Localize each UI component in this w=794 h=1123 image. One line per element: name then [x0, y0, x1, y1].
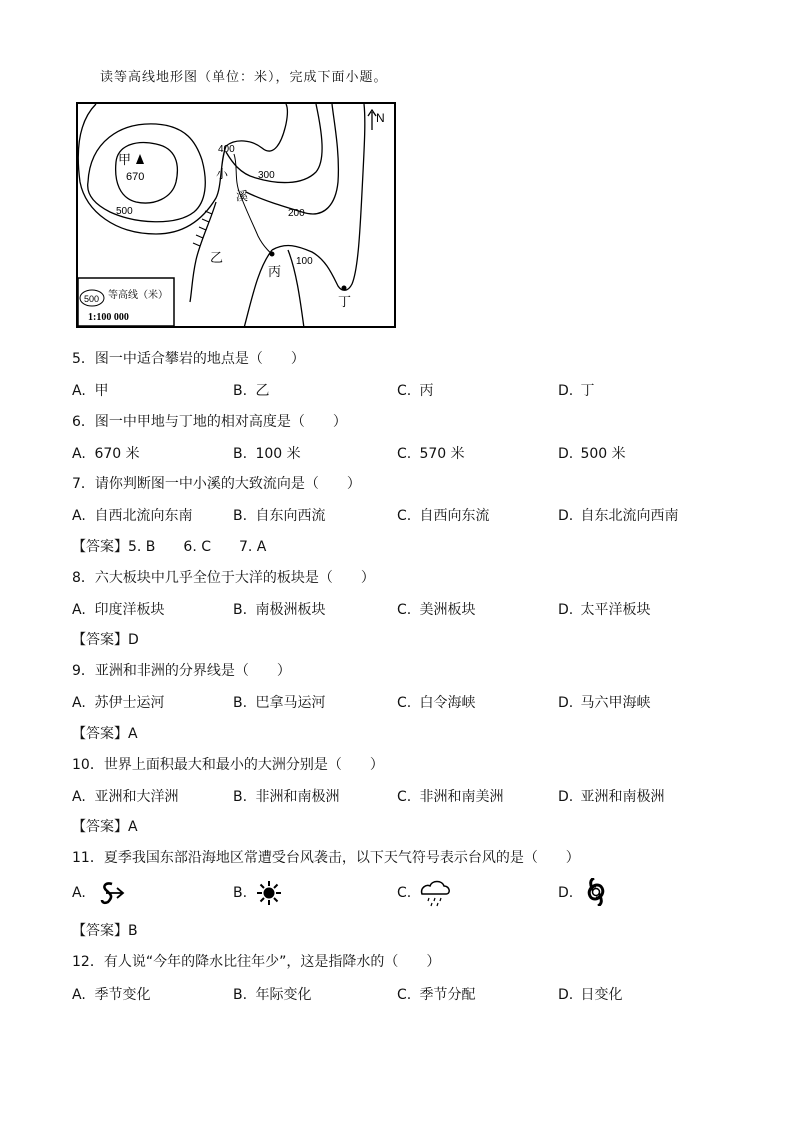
legend-num: 500 — [84, 294, 100, 304]
q7-option-b[interactable]: B. 自东向西流 — [233, 508, 326, 524]
contour-label-400: 400 — [218, 144, 235, 155]
q7-option-a[interactable]: A. 自西北流向东南 — [72, 508, 193, 524]
stream-label-1: 小 — [216, 167, 229, 181]
intro-text: 读等高线地形图（单位：米），完成下面小题。 — [100, 70, 388, 85]
q7-option-c[interactable]: C. 自西向东流 — [397, 508, 490, 524]
q11-option-a[interactable]: A. — [72, 885, 86, 901]
label-ding: 丁 — [338, 295, 352, 310]
q5-option-c[interactable]: C. 丙 — [397, 383, 434, 399]
q5-option-b[interactable]: B. 乙 — [233, 383, 270, 399]
question-9: 9．亚洲和非洲的分界线是（ ） — [72, 663, 291, 679]
map-scale: 1:100 000 — [88, 312, 129, 323]
q9-option-b[interactable]: B. 巴拿马运河 — [233, 695, 326, 711]
q6-option-c[interactable]: C. 570 米 — [397, 446, 465, 462]
q5-option-d[interactable]: D. 丁 — [558, 383, 595, 399]
peak-elev: 670 — [126, 171, 145, 183]
point-bing — [270, 252, 275, 257]
q11-option-c[interactable]: C. — [397, 885, 412, 901]
north-label: N — [376, 111, 385, 125]
question-6: 6．图一中甲地与丁地的相对高度是（ ） — [72, 414, 347, 430]
q12-option-a[interactable]: A. 季节变化 — [72, 987, 151, 1003]
q10-option-a[interactable]: A. 亚洲和大洋洲 — [72, 789, 179, 805]
contour-label-100: 100 — [296, 256, 313, 267]
sandstorm-icon — [96, 878, 126, 908]
answer-10: 【答案】A — [72, 819, 138, 835]
q10-option-d[interactable]: D. 亚洲和南极洲 — [558, 789, 665, 805]
q8-option-b[interactable]: B. 南极洲板块 — [233, 602, 326, 618]
q8-option-c[interactable]: C. 美洲板块 — [397, 602, 476, 618]
q11-option-b[interactable]: B. — [233, 885, 248, 901]
typhoon-icon — [582, 878, 610, 906]
q10-option-c[interactable]: C. 非洲和南美洲 — [397, 789, 504, 805]
q10-option-b[interactable]: B. 非洲和南极洲 — [233, 789, 340, 805]
answer-8: 【答案】D — [72, 632, 139, 648]
legend-text: 等高线（米） — [108, 290, 168, 301]
question-7: 7．请你判断图一中小溪的大致流向是（ ） — [72, 476, 361, 492]
contour-label-300: 300 — [258, 170, 275, 181]
question-12: 12．有人说“今年的降水比往年少”，这是指降水的（ ） — [72, 954, 441, 970]
q9-option-c[interactable]: C. 白令海峡 — [397, 695, 476, 711]
q9-option-d[interactable]: D. 马六甲海峡 — [558, 695, 651, 711]
q12-option-b[interactable]: B. 年际变化 — [233, 987, 312, 1003]
q8-option-d[interactable]: D. 太平洋板块 — [558, 602, 651, 618]
question-8: 8．六大板块中几乎全位于大洋的板块是（ ） — [72, 570, 375, 586]
answer-11: 【答案】B — [72, 923, 138, 939]
contour-map — [76, 102, 396, 328]
q12-option-c[interactable]: C. 季节分配 — [397, 987, 476, 1003]
answer-5-7: 【答案】5. B 6. C 7. A — [72, 539, 267, 555]
answer-9: 【答案】A — [72, 726, 138, 742]
sunny-icon — [256, 880, 282, 906]
question-10: 10．世界上面积最大和最小的大洲分别是（ ） — [72, 757, 384, 773]
peak-label: 甲 — [118, 153, 132, 168]
point-ding — [342, 286, 347, 291]
q9-option-a[interactable]: A. 苏伊士运河 — [72, 695, 165, 711]
q8-option-a[interactable]: A. 印度洋板块 — [72, 602, 165, 618]
contour-label-200: 200 — [288, 208, 305, 219]
question-5: 5．图一中适合攀岩的地点是（ ） — [72, 351, 305, 367]
label-yi: 乙 — [210, 251, 224, 266]
stream-label-2: 溪 — [236, 189, 249, 203]
rain-icon — [418, 876, 452, 908]
q6-option-b[interactable]: B. 100 米 — [233, 446, 301, 462]
q7-option-d[interactable]: D. 自东北流向西南 — [558, 508, 679, 524]
q6-option-d[interactable]: D. 500 米 — [558, 446, 626, 462]
q12-option-d[interactable]: D. 日变化 — [558, 987, 623, 1003]
q11-option-d[interactable]: D. — [558, 885, 574, 901]
label-bing: 丙 — [268, 265, 282, 280]
contour-label-500: 500 — [116, 206, 133, 217]
question-11: 11．夏季我国东部沿海地区常遭受台风袭击，以下天气符号表示台风的是（ ） — [72, 850, 580, 866]
q6-option-a[interactable]: A. 670 米 — [72, 446, 140, 462]
q5-option-a[interactable]: A. 甲 — [72, 383, 109, 399]
